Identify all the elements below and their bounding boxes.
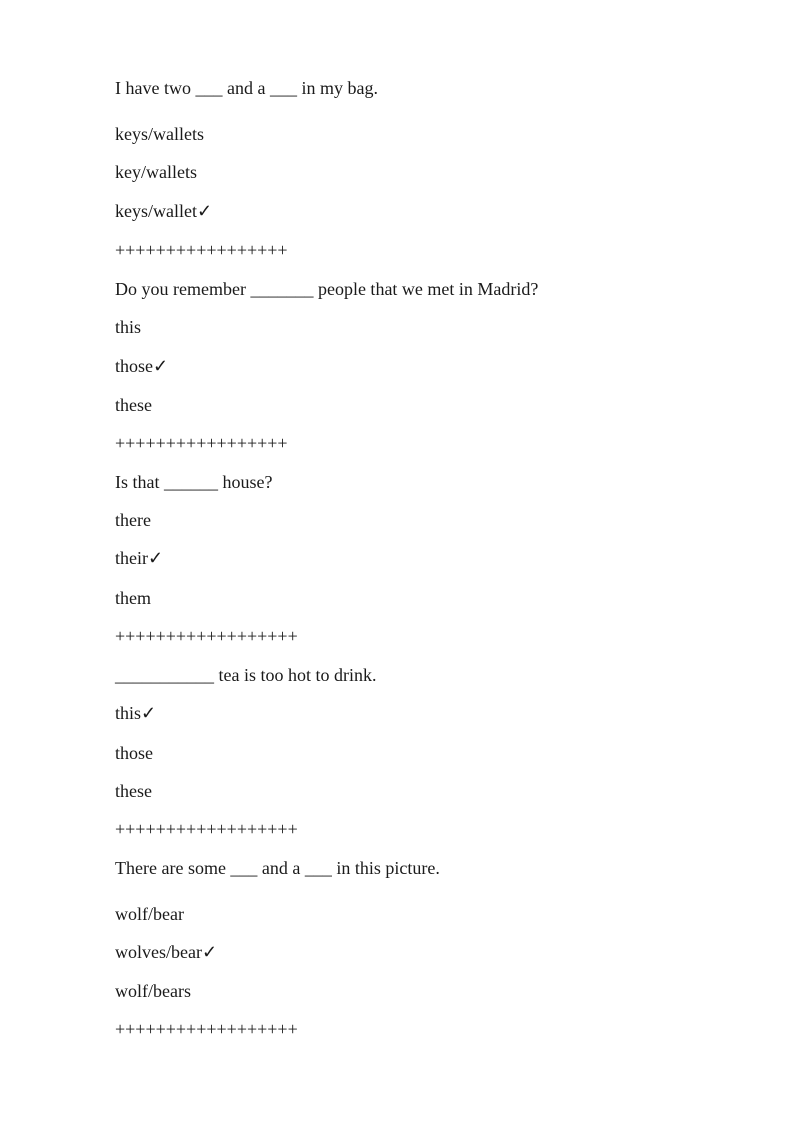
question-1-prompt: I have two ___ and a ___ in my bag. [115,78,378,98]
question-1-separator: +++++++++++++++++ [115,240,288,260]
question-3-option-c: them [115,588,151,608]
question-4-option-b: those [115,743,153,763]
question-5-option-c: wolf/bears [115,981,191,1001]
question-5-option-b: wolves/bear✓ [115,942,218,962]
question-3-option-a: there [115,510,151,530]
question-3-option-b: their✓ [115,548,164,568]
question-1-option-b: key/wallets [115,162,197,182]
question-4-prompt: ___________ tea is too hot to drink. [115,665,377,685]
question-3-prompt: Is that ______ house? [115,472,273,492]
question-5-prompt: There are some ___ and a ___ in this picture. [115,858,440,878]
question-3-separator: ++++++++++++++++++ [115,626,298,646]
question-5-option-a: wolf/bear [115,904,184,924]
question-2-prompt: Do you remember _______ people that we met in Madrid? [115,279,539,299]
question-1-option-a: keys/wallets [115,124,204,144]
question-2-option-a: this [115,317,142,337]
question-4-option-c: these [115,781,152,801]
question-2-option-b: those✓ [115,356,169,376]
question-1-option-c: keys/wallet✓ [115,201,213,221]
question-4-separator: ++++++++++++++++++ [115,819,298,839]
question-2-option-c: these [115,395,152,415]
question-2-separator: +++++++++++++++++ [115,433,288,453]
question-4-option-a: this✓ [115,703,157,723]
question-5-separator: ++++++++++++++++++ [115,1019,298,1039]
